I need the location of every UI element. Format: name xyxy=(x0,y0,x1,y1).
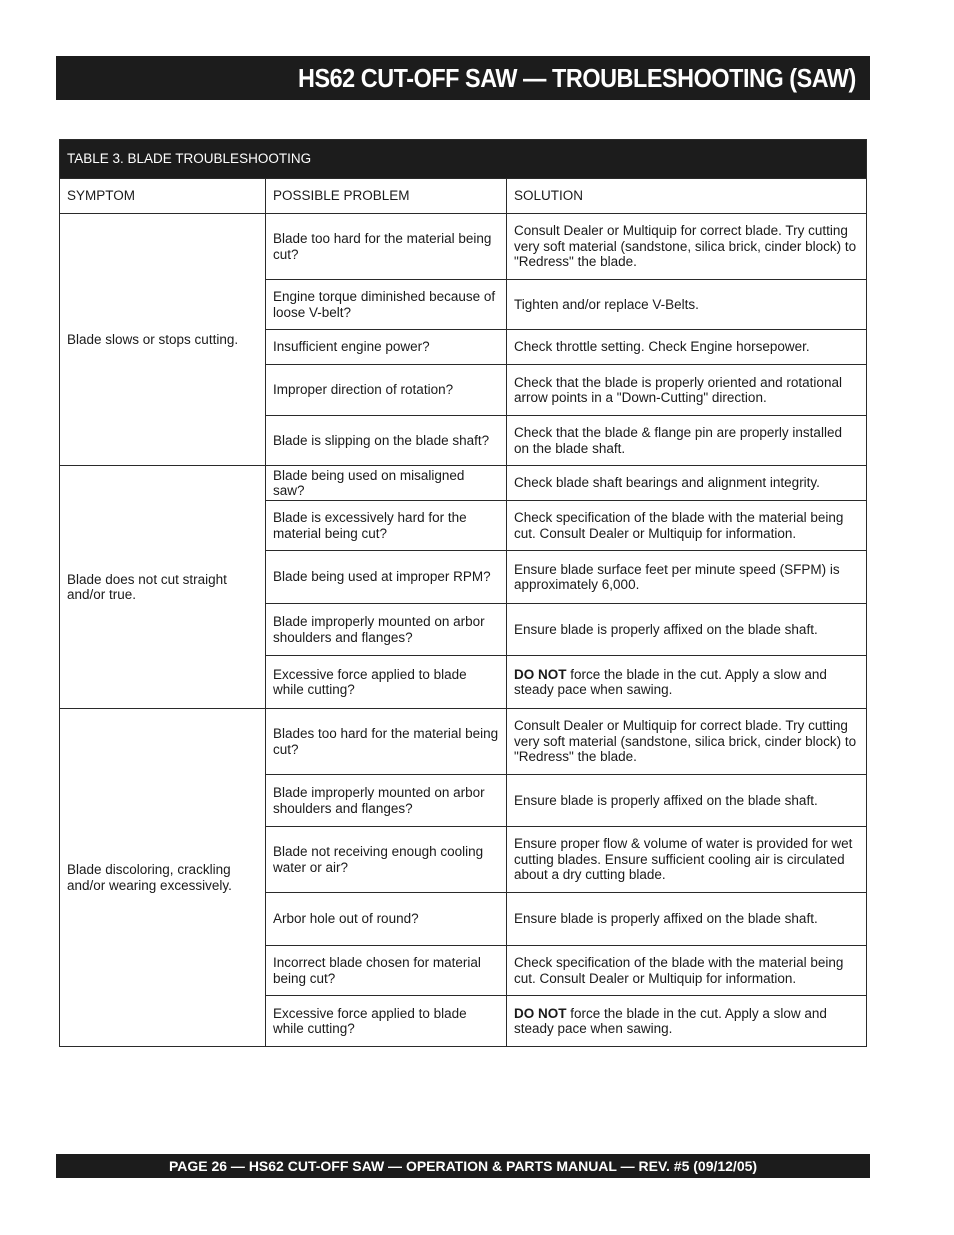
symptom-cell: Blade does not cut straight and/or true. xyxy=(60,466,266,709)
solution-cell xyxy=(507,996,867,1047)
problem-cell: Blade is slipping on the blade shaft? xyxy=(266,416,507,466)
symptom-cell: Blade discoloring, crackling and/or wearing excessively. xyxy=(60,709,266,1047)
solution-text: force the blade in the cut. Apply a slow and steady pace when sawing. xyxy=(514,666,827,697)
solution-cell xyxy=(507,551,867,604)
solution-text: Check specification of the blade with the material being cut. Consult Dealer or Multiquip for information. xyxy=(514,955,844,986)
column-header-symptom: SYMPTOM xyxy=(60,179,266,214)
solution-text: Consult Dealer or Multiquip for correct blade. Try cutting very soft material (sandstone, silica brick, cinder block) to "Redress" the blade. xyxy=(514,718,857,765)
solution-text: Check throttle setting. Check Engine horsepower. xyxy=(514,339,810,355)
solution-text: Check blade shaft bearings and alignment integrity. xyxy=(514,475,820,491)
problem-cell: Blade improperly mounted on arbor shoulders and flanges? xyxy=(266,604,507,656)
solution-text: Ensure blade is properly affixed on the blade shaft. xyxy=(514,621,818,637)
problem-cell: Blade being used on misaligned saw? xyxy=(266,466,507,501)
problem-cell: Excessive force applied to blade while cutting? xyxy=(266,996,507,1047)
troubleshooting-table-container xyxy=(59,139,866,1047)
solution-cell xyxy=(507,709,867,775)
solution-cell xyxy=(507,330,867,365)
table-row xyxy=(60,709,867,775)
solution-text: Ensure proper flow & volume of water is provided for wet cutting blades. Ensure sufficient cooling air is circulated about a dry cutting blade. xyxy=(514,836,853,883)
page-title: HS62 CUT-OFF SAW — TROUBLESHOOTING (SAW) xyxy=(298,62,856,93)
problem-cell: Engine torque diminished because of loose V-belt? xyxy=(266,280,507,330)
column-header-solution: SOLUTION xyxy=(507,179,867,214)
page-footer xyxy=(56,1154,870,1178)
problem-cell: Improper direction of rotation? xyxy=(266,365,507,416)
solution-emphasis: DO NOT xyxy=(514,1005,567,1021)
solution-cell xyxy=(507,604,867,656)
table-title: TABLE 3. BLADE TROUBLESHOOTING xyxy=(60,140,867,179)
table-body xyxy=(60,214,867,1047)
solution-emphasis: DO NOT xyxy=(514,666,567,682)
problem-cell: Blade not receiving enough cooling water or air? xyxy=(266,827,507,893)
problem-cell: Incorrect blade chosen for material being cut? xyxy=(266,946,507,996)
problem-cell: Insufficient engine power? xyxy=(266,330,507,365)
problem-cell: Arbor hole out of round? xyxy=(266,893,507,946)
page-header xyxy=(56,56,870,100)
solution-cell xyxy=(507,466,867,501)
problem-cell: Blade being used at improper RPM? xyxy=(266,551,507,604)
solution-text: Ensure blade surface feet per minute speed (SFPM) is approximately 6,000. xyxy=(514,561,840,592)
solution-cell xyxy=(507,775,867,827)
solution-text: force the blade in the cut. Apply a slow and steady pace when sawing. xyxy=(514,1005,827,1036)
solution-cell xyxy=(507,893,867,946)
table-header-row xyxy=(60,179,867,214)
solution-cell xyxy=(507,501,867,551)
solution-text: Ensure blade is properly affixed on the blade shaft. xyxy=(514,792,818,808)
symptom-cell: Blade slows or stops cutting. xyxy=(60,214,266,466)
solution-text: Ensure blade is properly affixed on the blade shaft. xyxy=(514,911,818,927)
solution-cell xyxy=(507,280,867,330)
solution-text: Check that the blade is properly oriented and rotational arrow points in a "Down-Cutting" direction. xyxy=(514,374,842,405)
solution-cell xyxy=(507,416,867,466)
solution-text: Consult Dealer or Multiquip for correct blade. Try cutting very soft material (sandstone, silica brick, cinder block) to "Redress" the blade. xyxy=(514,223,857,270)
solution-cell xyxy=(507,365,867,416)
table-row xyxy=(60,466,867,501)
problem-cell: Excessive force applied to blade while cutting? xyxy=(266,656,507,709)
footer-text: PAGE 26 — HS62 CUT-OFF SAW — OPERATION & PARTS MANUAL — REV. #5 (09/12/05) xyxy=(168,1158,758,1174)
solution-text: Check specification of the blade with the material being cut. Consult Dealer or Multiquip for information. xyxy=(514,510,844,541)
problem-cell: Blades too hard for the material being cut? xyxy=(266,709,507,775)
solution-cell xyxy=(507,827,867,893)
column-header-possible-problem: POSSIBLE PROBLEM xyxy=(266,179,507,214)
solution-text: Tighten and/or replace V-Belts. xyxy=(514,296,699,312)
solution-cell xyxy=(507,656,867,709)
table-title-row xyxy=(60,140,867,179)
solution-cell xyxy=(507,214,867,280)
problem-cell: Blade too hard for the material being cut? xyxy=(266,214,507,280)
table-row xyxy=(60,214,867,280)
problem-cell: Blade improperly mounted on arbor shoulders and flanges? xyxy=(266,775,507,827)
problem-cell: Blade is excessively hard for the material being cut? xyxy=(266,501,507,551)
solution-text: Check that the blade & flange pin are properly installed on the blade shaft. xyxy=(514,425,842,456)
solution-cell xyxy=(507,946,867,996)
blade-troubleshooting-table xyxy=(59,139,867,1047)
